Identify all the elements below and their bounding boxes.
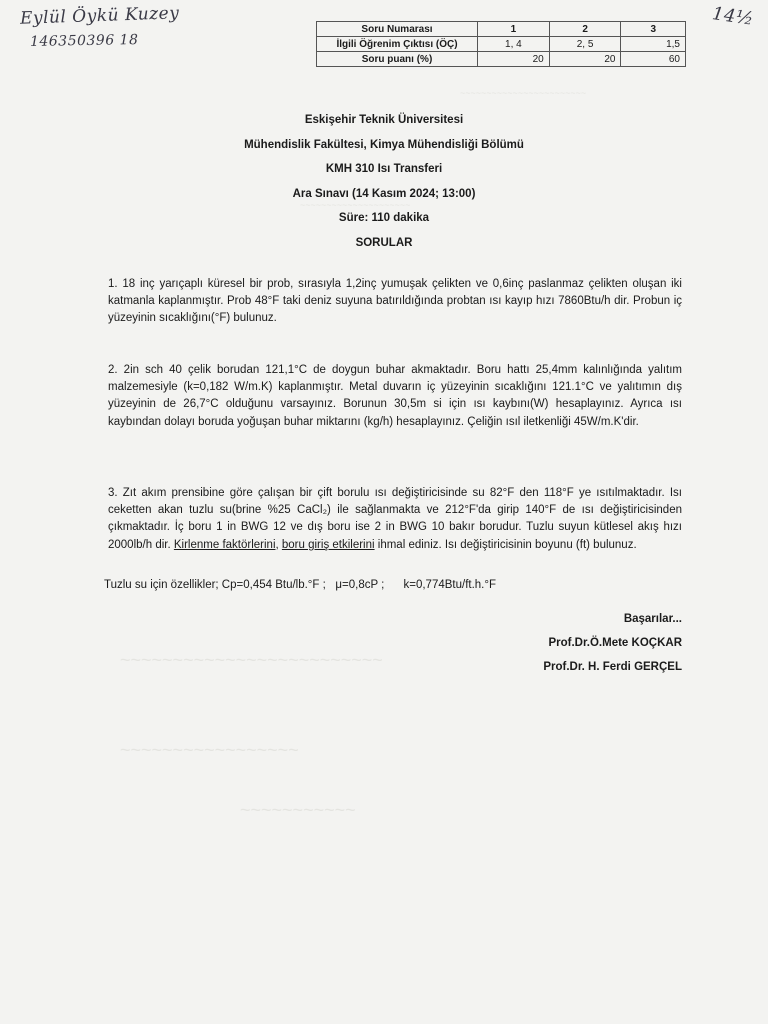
question-1: 1. 18 inç yarıçaplı küresel bir prob, sırasıyla 1,2inç yumuşak çelikten ve 0,6inç paslanmaz çelikten oluşan iki katmanla kaplanmıştır. Prob 48°F taki deniz suyuna batırıldığında probtan ısı kayıp hızı 7860Btu/h dir. Probun iç yüzeyinin sıcaklığını(°F) bulunuz. [108, 278, 682, 325]
question-3-text: 3. Zıt akım prensibine göre çalışan bir çift borulu ısı değiştiricisinde su 82°F den 118°F ye ısıtılmaktadır. Isı ceketten akan tuzlu su(brine %25 CaCl₂) ile sağlanmakta ve 212°F'da girip 140°F de ısı değiştiricisinden çıkmaktadır. İç boru 1 in BWG 12 ve dış boru ise 2 in BWG 10 bakır borudur. Tuzlu suyun kütlesel akış hızı 2000lb/h dir. [108, 487, 682, 551]
handwritten-student-id: 146350396 18 [29, 32, 139, 50]
section-heading: SORULAR [355, 236, 413, 249]
instructor-name: Prof.Dr.Ö.Mete KOÇKAR [548, 637, 682, 649]
entrance-effects-underlined: boru giriş etkilerini [281, 538, 375, 551]
question-number-cell: 2 [549, 22, 621, 37]
exam-duration: Süre: 110 dakika [338, 212, 430, 224]
bleed-through-text: ~~~~~~~~~~~~~~~~~~~~~ [300, 200, 411, 210]
course-title: KMH 310 Isı Transferi [325, 163, 443, 175]
faculty-department: Mühendislik Fakültesi, Kimya Mühendisliği Bölümü [244, 138, 524, 151]
question-number-label: Soru Numarası [317, 22, 478, 37]
instructor-name: Prof.Dr. H. Ferdi GERÇEL [543, 661, 682, 673]
table-row [317, 37, 686, 52]
handwritten-student-name: Eylül Öykü Kuzey [19, 3, 180, 29]
question-points-cell: 20 [549, 52, 621, 67]
bleed-through-text: ~~~~~~~~~~~~~~~~~~~~~~~~ [460, 88, 587, 98]
question-number-cell: 1 [478, 22, 550, 37]
learning-outcome-label: İlgili Öğrenim Çıktısı (ÖÇ) [317, 37, 478, 52]
university-name: Eskişehir Teknik Üniversitesi [304, 114, 464, 126]
exam-title: Ara Sınavı (14 Kasım 2024; 13:00) [292, 187, 476, 200]
bleed-through-text: ~~~~~~~~~~~ [240, 800, 356, 820]
question-3-ending: ihmal ediniz. Isı değiştiricisinin boyunu (ft) bulunuz. [374, 538, 637, 551]
question-points-cell: 60 [621, 52, 686, 67]
question-3-comma: , [275, 538, 282, 551]
table-row [317, 22, 686, 37]
learning-outcome-cell: 1,5 [621, 37, 686, 52]
score-table [316, 21, 686, 67]
question-number-cell: 3 [621, 22, 686, 37]
fouling-factors-underlined: Kirlenme faktörlerini [173, 538, 276, 551]
question-points-cell: 20 [478, 52, 550, 67]
bleed-through-text: ~~~~~~~~~~~~~~~~~ [120, 740, 299, 760]
brine-properties: Tuzlu su için özellikler; Cp=0,454 Btu/lb.°F ; μ=0,8cP ; k=0,774Btu/ft.h.°F [104, 579, 496, 591]
learning-outcome-cell: 1, 4 [478, 37, 550, 52]
exam-header [0, 108, 768, 255]
table-row [317, 52, 686, 67]
learning-outcome-cell: 2, 5 [549, 37, 621, 52]
bleed-through-text: ~~~~~~~~~~~~~~~~~~~~~~~~~ [120, 650, 383, 670]
question-3 [108, 485, 682, 554]
question-2: 2. 2in sch 40 çelik borudan 121,1°C de doygun buhar akmaktadır. Boru hattı 25,4mm kalınlığında yalıtım malzemesiyle (k=0,182 W/m.K) kaplanmıştır. Metal duvarın iç yüzeyinin sıcaklığını 121.1°C ve yalıtımın dış yüzeyinin de 26,7°C olduğunu varsayınız. Borunun 30,5m si için ısı kaybını(W) hesaplayınız. Ayrıca ısı kaybından dolayı boruda yoğuşan buhar miktarını (kg/h) hesaplayınız. Çeliğin ısıl iletkenliği 45W/m.K'dir. [108, 364, 682, 428]
handwritten-score-mark: 14½ [710, 3, 756, 30]
question-points-label: Soru puanı (%) [317, 52, 478, 67]
closing-wish: Başarılar... [623, 613, 682, 625]
